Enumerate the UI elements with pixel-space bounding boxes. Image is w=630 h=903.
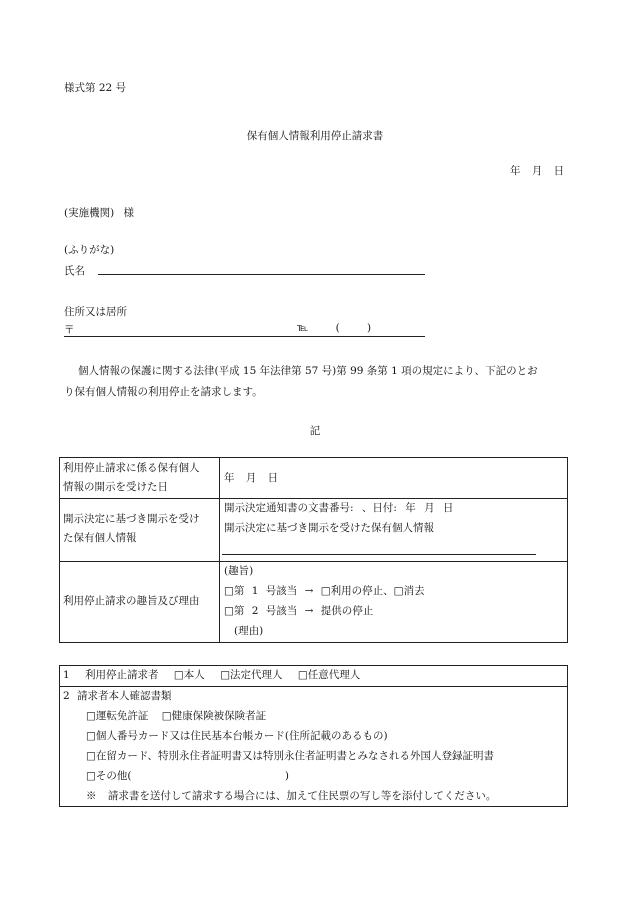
row2-label-line2: た保有個人情報 (63, 532, 137, 544)
address-underline[interactable] (64, 336, 425, 337)
id-documents-heading: 2 請求者本人確認書類 (63, 690, 172, 702)
form-title: 保有個人情報利用停止請求書 (246, 130, 384, 142)
furigana-label: (ふりがな) (64, 244, 115, 256)
body-text-line2: り保有個人情報の利用停止を請求します。 (64, 386, 263, 398)
row1-label-line2: 情報の開示を受けた日 (63, 481, 168, 493)
row3-value-line2[interactable]: □第 1 号該当 → □利用の停止、□消去 (224, 585, 425, 597)
form-number: 様式第 22 号 (64, 82, 127, 94)
body-text-line1: 個人情報の保護に関する法律(平成 15 年法律第 57 号)第 99 条第 1 項の規定により、下記のとお (78, 365, 538, 377)
id-doc-line1[interactable]: □運転免許証 □健康保険被保険者証 (86, 710, 267, 722)
requester-row[interactable]: 1 利用停止請求者 □本人 □法定代理人 □任意代理人 (63, 669, 361, 681)
tel-field: ℡ ( ) (297, 322, 372, 334)
row3-value-line4: (理由) (234, 625, 264, 637)
name-label: 氏名 (64, 265, 85, 277)
table-divider (219, 457, 220, 643)
ki-heading: 記 (309, 425, 321, 437)
row2-value-line1[interactable]: 開示決定通知書の文書番号: 、日付: 年 月 日 (224, 502, 454, 514)
request-date: 年 月 日 (510, 165, 565, 177)
row2-label-line1: 開示決定に基づき開示を受け (63, 513, 200, 525)
row1-label-line1: 利用停止請求に係る保有個人 (63, 462, 200, 474)
id-doc-line4[interactable]: □その他( ) (86, 770, 289, 782)
id-doc-line2[interactable]: □個人番号カード又は住民基本台帳カード(住所記載のあるもの) (86, 730, 388, 742)
row1-value[interactable]: 年 月 日 (224, 472, 279, 484)
row3-value-line3[interactable]: □第 2 号該当 → 提供の停止 (224, 605, 374, 617)
postal-mark: 〒 (64, 324, 75, 336)
row2-value-underline[interactable] (222, 554, 536, 555)
addressee: (実施機関) 様 (64, 207, 135, 219)
row3-value-line1: (趣旨) (224, 565, 254, 577)
address-label: 住所又は居所 (64, 306, 127, 318)
name-underline[interactable] (98, 274, 425, 275)
id-doc-note: ※ 請求書を送付して請求する場合には、加えて住民票の写し等を添付してください。 (86, 790, 497, 802)
id-doc-line3[interactable]: □在留カード、特別永住者証明書又は特別永住者証明書とみなされる外国人登録証明書 (86, 750, 494, 762)
table-row-separator (59, 561, 568, 562)
row2-value-line2: 開示決定に基づき開示を受けた保有個人情報 (224, 522, 434, 534)
row3-label: 利用停止請求の趣旨及び理由 (63, 595, 200, 607)
